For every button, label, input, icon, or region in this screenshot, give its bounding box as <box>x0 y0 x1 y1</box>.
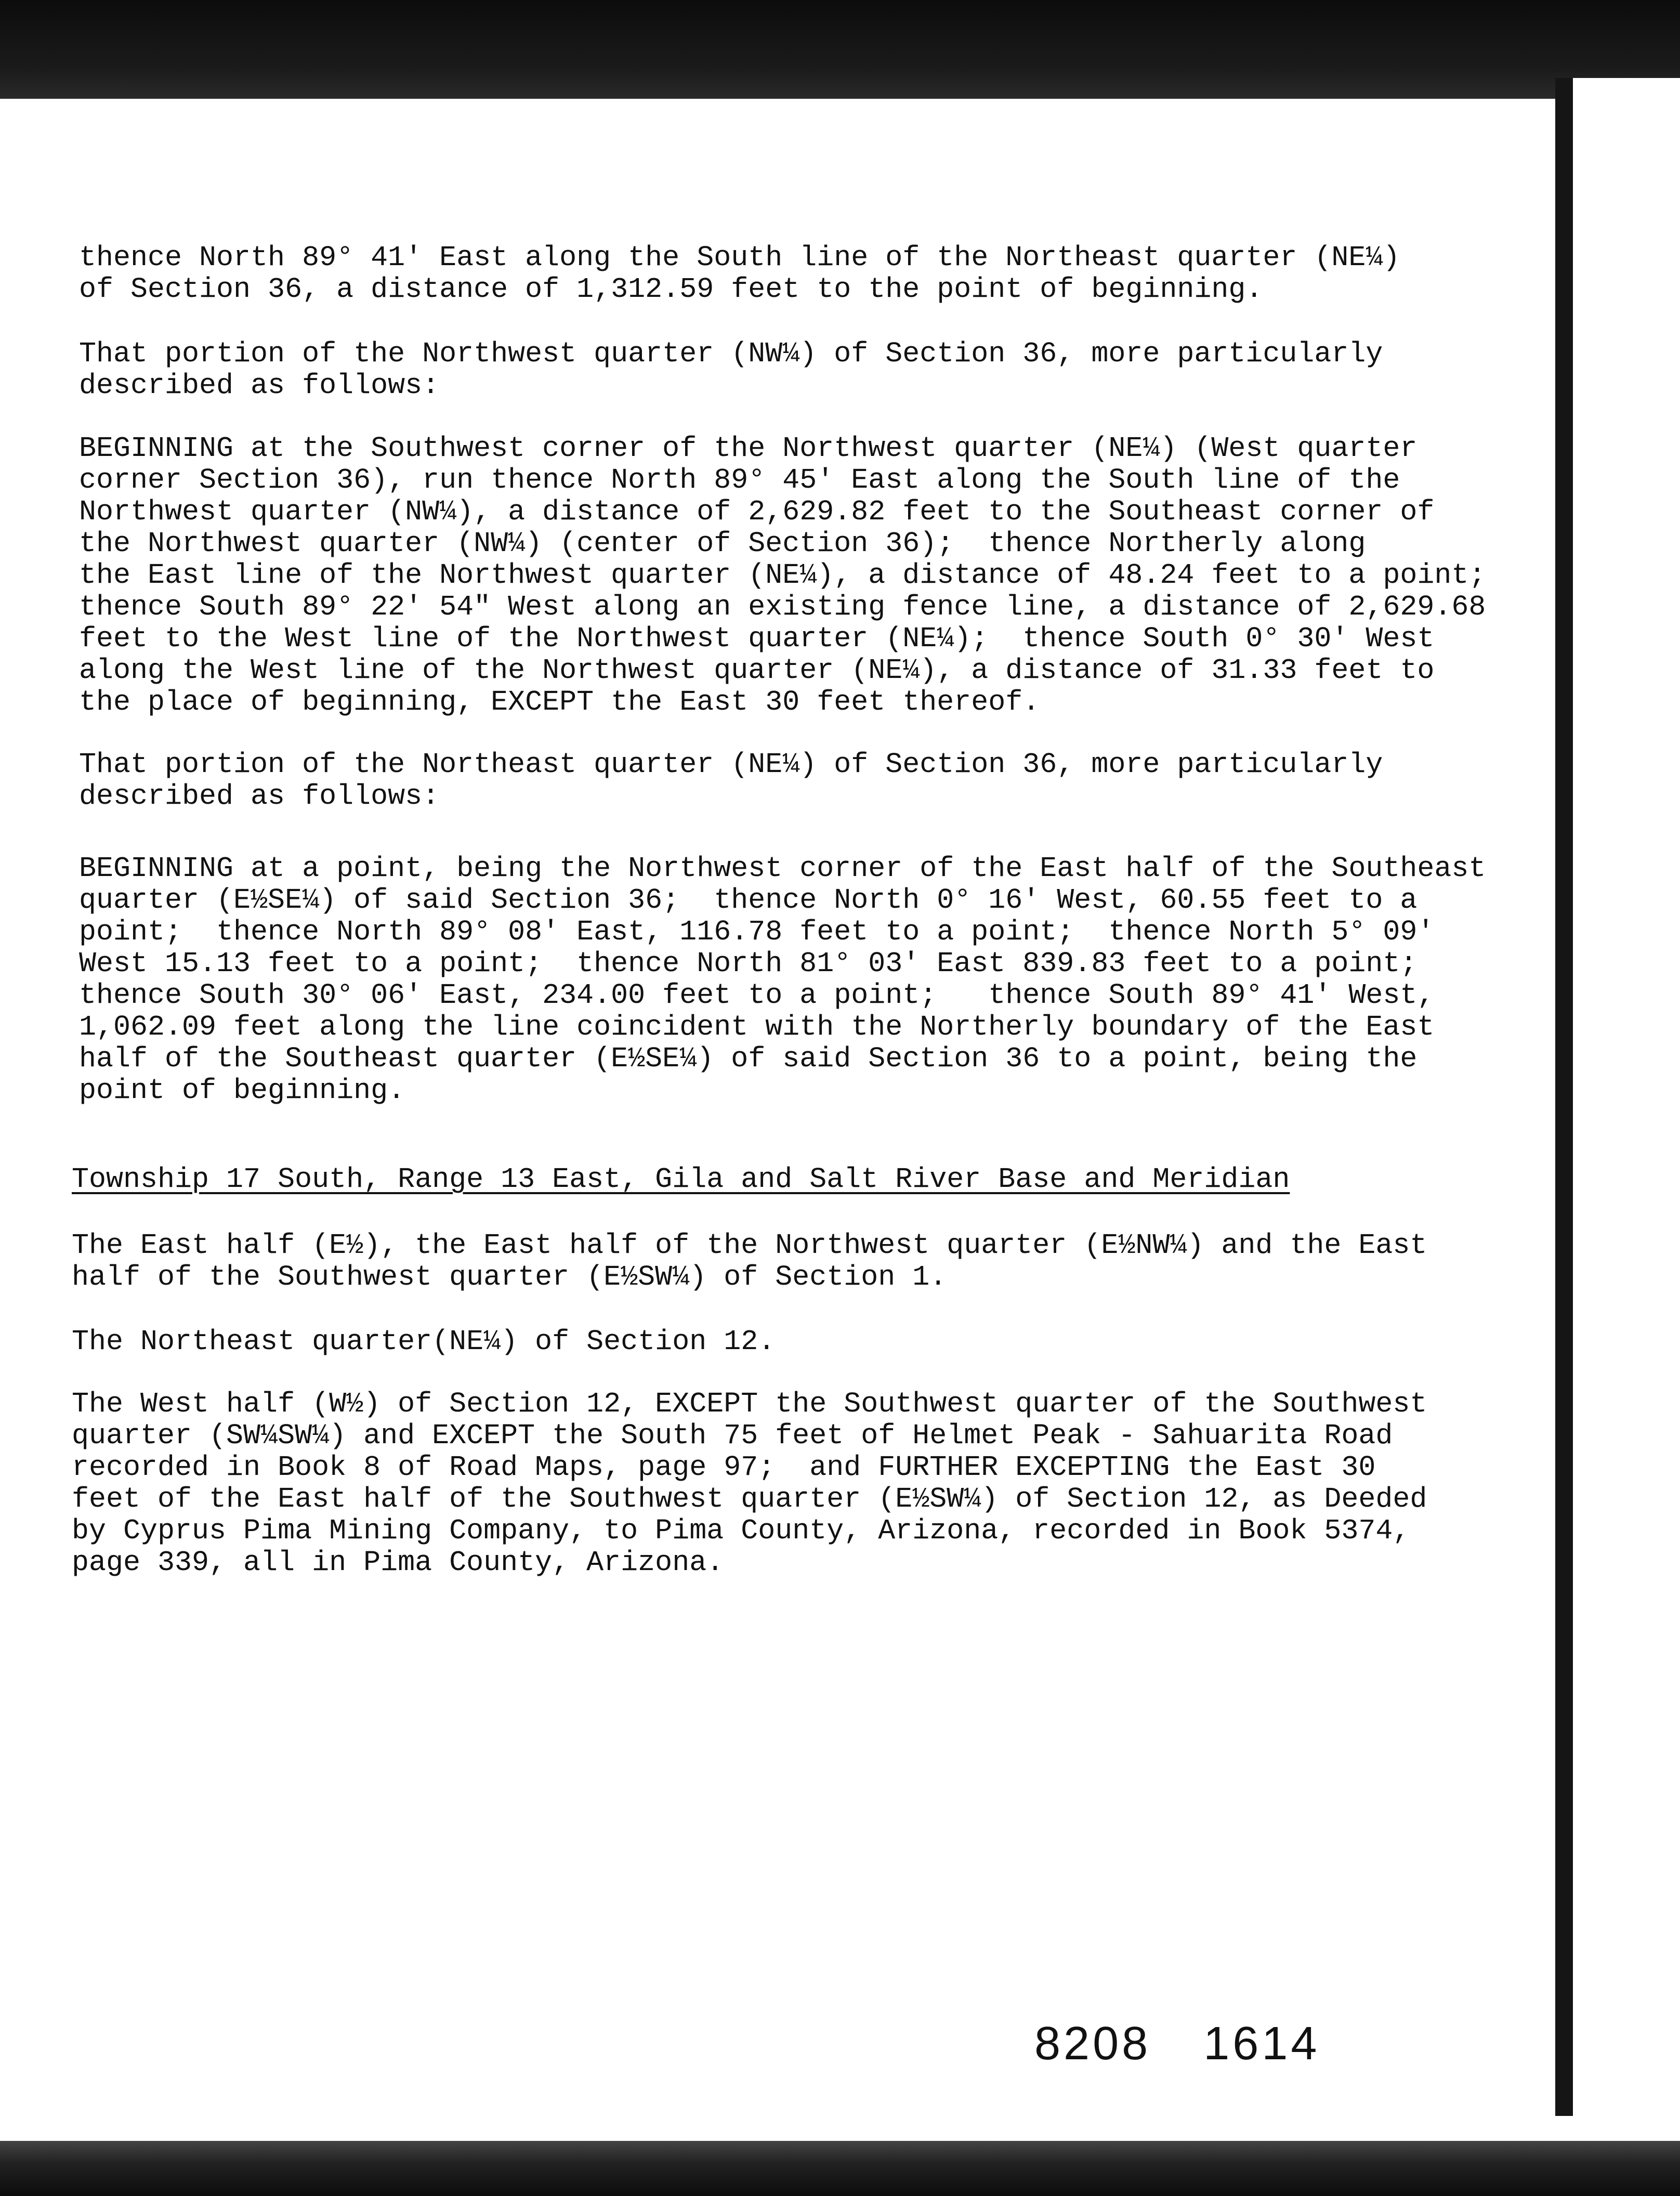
page-number: 8208 1614 <box>1034 2018 1320 2070</box>
paragraph-ne-quarter-intro: That portion of the Northeast quarter (NE¼) of Section 36, more particularly described as follows: <box>79 748 1383 813</box>
paragraph-ne-quarter-description: BEGINNING at a point, being the Northwest corner of the East half of the Southeast quarter (E½SE¼) of said Section 36; thence North 0° 16' West, 60.55 feet to a point; thence North 89° 08' East, 116.78 feet to a point; thence North 5° 09' West 15.13 feet to a point; thence North 81° 03' East 839.83 feet to a point; thence South 30° 06' East, 234.00 feet to a point; thence South 89° 41' West, 1,062.09 feet along the line coincident with the Northerly boundary of the East half of the Southeast quarter (E½SE¼) of said Section 36 to a point, being the point of beginning. <box>79 852 1486 1107</box>
scan-right-border <box>1555 78 1680 2116</box>
scan-top-border <box>0 0 1680 99</box>
paragraph-nw-quarter-description: BEGINNING at the Southwest corner of the Northwest quarter (NE¼) (West quarter corner Section 36), run thence North 89° 45' East along the South line of the Northwest quarter (NW¼), a distance of 2,629.82 feet to the Southeast corner of the Northwest quarter (NW¼) (center of Section 36); thence Northerly along the East line of the Northwest quarter (NE¼), a distance of 48.24 feet to a point; thence South 89° 22' 54" West along an existing fence line, a distance of 2,629.68 feet to the West line of the Northwest quarter (NE¼); thence South 0° 30' West along the West line of the Northwest quarter (NE¼), a distance of 31.33 feet to the place of beginning, EXCEPT the East 30 feet thereof. <box>79 432 1486 718</box>
paragraph-section-1: The East half (E½), the East half of the Northwest quarter (E½NW¼) and the East half of the Southwest quarter (E½SW¼) of Section 1. <box>72 1229 1427 1293</box>
scan-bottom-border <box>0 2141 1680 2196</box>
paragraph-section-12-ne: The Northeast quarter(NE¼) of Section 12. <box>72 1325 776 1358</box>
paragraph-closing-call: thence North 89° 41' East along the South line of the Northeast quarter (NE¼) of Section 36, a distance of 1,312.59 feet to the point of beginning. <box>79 241 1400 306</box>
township-heading: Township 17 South, Range 13 East, Gila and Salt River Base and Meridian <box>72 1163 1290 1196</box>
paragraph-nw-quarter-intro: That portion of the Northwest quarter (NW¼) of Section 36, more particularly described as follows: <box>79 337 1383 402</box>
paragraph-section-12-west: The West half (W½) of Section 12, EXCEPT the Southwest quarter of the Southwest quarter (SW¼SW¼) and EXCEPT the South 75 feet of Helmet Peak - Sahuarita Road recorded in Book 8 of Road Maps, page 97; and FURTHER EXCEPTING the East 30 feet of the East half of the Southwest quarter (E½SW¼) of Section 12, as Deeded by Cyprus Pima Mining Company, to Pima County, Arizona, recorded in Book 5374, page 339, all in Pima County, Arizona. <box>72 1388 1427 1579</box>
